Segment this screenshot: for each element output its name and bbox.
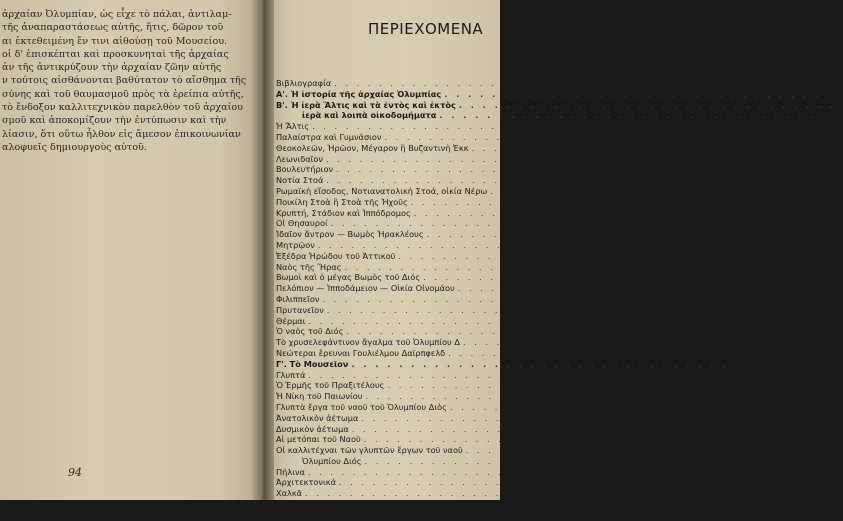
toc-leader-dots: . . . . . . . . . . . . . . . . . . . . . . . . . . . . . . . . <box>387 380 741 391</box>
toc-entry <box>276 131 738 143</box>
toc-entry <box>276 218 684 229</box>
toc-entry <box>276 434 717 445</box>
toc-entry <box>276 185 843 197</box>
toc-leader-dots: . . . . . . . . . . . . . . . . . . . . . . . . . . . . . . . . <box>308 369 662 380</box>
toc-entry-label: Κρυπτή, Στάδιον καὶ Ἱππόδρομος <box>276 207 411 218</box>
toc-entry-label: Θέρμαι <box>276 315 306 326</box>
toc-entry <box>276 499 721 510</box>
toc-leader-dots: . . . . . . . . . . . . . . . . . . . . . . . . . . . . . . . . <box>346 326 700 337</box>
toc-entry <box>276 358 729 370</box>
toc-entry-label: Ρωμαϊκὴ εἴσοδος, Νοτιανατολικὴ Στοά, οἰκία Νέρω <box>276 185 488 196</box>
toc-entry <box>276 412 715 424</box>
toc-entry-label: Ἰδαῖον ἄντρον — Βωμὸς Ἡρακλέους <box>276 229 424 240</box>
toc-entry <box>276 142 825 154</box>
toc-entry <box>276 272 777 283</box>
toc-leader-dots: . . . . . . . . . . . . . . . . . . . . . . . . . . . . . . . . <box>351 358 729 369</box>
toc-leader-dots: . . . . . . . . . . . . . . . . . . . . . . . . . . . . . . . . <box>439 110 817 121</box>
toc-entry-label: Βουλευτήριον <box>276 164 334 175</box>
text-line: ἀν τῆς ἀντικρύζουν τὴν ἀρχαίαν ζῶην αὐτῆς <box>2 62 222 74</box>
toc-entry <box>276 488 659 499</box>
toc-entry-label: Παλαίστρα καὶ Γυμνάσιον <box>276 131 382 142</box>
toc-leader-dots: . . . . . . . . . . . . . . . . . . . . . . . . . . . . . . . . <box>448 347 802 358</box>
toc-entry <box>276 207 767 219</box>
toc-entry <box>276 423 705 435</box>
toc-leader-dots: . . . . . . . . . . . . . . . . . . . . . . . . . . . . . . . . <box>413 207 767 218</box>
toc-entry <box>276 239 671 251</box>
toc-entry <box>276 326 700 337</box>
toc-leader-dots: . . . . . . . . . . . . . . . . . . . . . . . . . . . . . . . . <box>363 434 717 445</box>
toc-entry <box>276 261 698 273</box>
toc-entry-label: Ἐπίλογος <box>276 509 315 520</box>
toc-leader-dots: . . . . . . . . . . . . . . . . . . . . . . . . . . . . . . . . <box>308 315 662 326</box>
toc-entry <box>276 175 680 186</box>
toc-entry <box>276 78 688 89</box>
toc-entry-label: ἱερὰ καὶ λοιπὰ οἰκοδομήματα <box>302 110 437 121</box>
text-line: ἀρχαίαν Ὀλυμπίαν, ὡς εἶχε τὸ πάλαι, ἀντιλαμ- <box>2 9 232 20</box>
toc-entry-label: Β'. Ἡ ἱερὰ Ἄλτις καὶ τὰ ἐντὸς καὶ ἐκτὸς <box>276 99 456 110</box>
toc-leader-dots: . . . . . . . . . . . . . . . . . . . . . . . . . . . . . . . . <box>365 391 719 402</box>
toc-entry <box>276 88 822 100</box>
toc-entry-label: Βιβλιογραφία <box>276 78 332 88</box>
toc-leader-dots: . . . . . . . . . . . . . . . . . . . . . . . . . . . . . . . . <box>444 88 822 99</box>
text-line: ν τούτοις αἰσθάνονται βαθύτατον τὸ αἴσθημα τῆς <box>2 75 247 87</box>
toc-leader-dots: . . . . . . . . . . . . . . . . . . . . . . . . . . . . . . . . <box>326 175 680 186</box>
toc-entry <box>276 369 662 381</box>
text-line: οἱ δ' ἐπισκέπται καὶ προσκυνηταὶ τῆς ἀρχαίας <box>2 48 229 60</box>
toc-leader-dots: . . . . . . . . . . . . . . . . . . . . . . . . . . . . . . . . <box>312 121 666 132</box>
toc-entry-label: Αἱ μετόπαι τοῦ Ναοῦ <box>276 434 361 445</box>
toc-leader-dots: . . . . . . . . . . . . . . . . . . . . . . . . . . . . . . . . <box>307 466 661 477</box>
toc-entry <box>276 509 671 521</box>
toc-entry <box>276 304 680 316</box>
toc-entry-label: Ὁ λίθος τοῦ Βύβωνος <box>276 499 365 510</box>
toc-entry-label: Γλυπτὰ ἔργα τοῦ ναοῦ τοῦ Ὀλυμπίου Διὸς <box>276 401 447 412</box>
toc-entry-label: Γ'. Τὸ Μουσεῖον <box>276 358 349 369</box>
text-line: λίασιν, ὅτι οὕτω ἦλθον εἰς ἄμεσον ἐπικοινωνίαν <box>2 128 241 140</box>
toc-entry <box>276 477 692 488</box>
toc-entry <box>276 229 780 240</box>
toc-leader-dots: . . . . . . . . . . . . . . . . . . . . . . . . . . . . . . . . <box>463 337 816 348</box>
text-line: τὸ ἔνδοξον καλλιτεχνικὸν παρελθὸν τοῦ ἀρχαίου <box>2 102 243 114</box>
toc-entry-label: Νοτία Στοά <box>276 175 324 186</box>
toc-leader-dots: . . . . . . . . . . . . . . . . . . . . . . . . . . . . . . . . <box>330 218 684 229</box>
toc-entry-label: Νεώτεραι ἔρευναι Γουλιέλμου Δαϊρπφελδ <box>276 347 446 358</box>
toc-leader-dots: . . . . . . . . . . . . . . . . . . . . . . . . . . . . . . . . <box>410 196 764 207</box>
text-line: τῆς ἀναπαραστάσεως αὐτῆς, ἥτις, δῶρον τοῦ <box>2 22 224 34</box>
text-line: σμοῦ καὶ ἀποκομίζουν τὴν ἐντύπωσιν καὶ τὴν <box>2 115 227 127</box>
toc-leader-dots: . . . . . . . . . . . . . . . . . . . . . . . . . . . . . . . . <box>471 142 825 153</box>
toc-entry-label: Λεωνιδαῖον <box>276 153 323 164</box>
toc-leader-dots: . . . . . . . . . . . . . . . . . . . . . . . . . . . . . . . . <box>351 423 705 434</box>
toc-entry-label: Τὸ χρυσελεφάντινον ἄγαλμα τοῦ Ὀλυμπίου Δ <box>276 337 460 348</box>
toc-entry <box>276 250 752 262</box>
toc-leader-dots: . . . . . . . . . . . . . . . . . . . . . . . . . . . . . . . . <box>344 261 698 272</box>
toc-entry-label: Ἀρχιτεκτονικά <box>276 477 336 488</box>
toc-leader-dots: . . . . . . . . . . . . . . . . . . . . . . . . . . . . . . . . <box>398 250 752 261</box>
toc-leader-dots: . . . . . . . . . . . . . . . . . . . . . . . . . . . . . . . . <box>326 304 680 315</box>
toc-leader-dots: . . . . . . . . . . . . . . . . . . . . . . . . . . . . . . . . <box>364 455 718 466</box>
toc-entry <box>276 164 690 175</box>
toc-entry <box>276 466 661 478</box>
toc-leader-dots: . . . . . . . . . . . . . . . . . . . . . . . . . . . . . . . . <box>449 401 803 412</box>
toc-entry-label: Πήλινα <box>276 466 305 477</box>
book-gutter <box>252 0 274 500</box>
page-number: 94 <box>68 466 82 479</box>
toc-leader-dots: . . . . . . . . . . . . . . . . . . . . . . . . . . . . . . . . <box>317 509 671 520</box>
toc-entry <box>276 391 719 402</box>
toc-entry <box>276 401 803 413</box>
toc-entry-label: Ποικίλη Στοὰ ἢ Στοὰ τῆς Ἠχοῦς <box>276 196 408 207</box>
toc-entry <box>276 283 811 294</box>
toc-entry <box>276 445 819 456</box>
toc-leader-dots: . . . . . . . . . . . . . . . . . . . . . . . . . . . . . . . . <box>490 185 843 196</box>
toc-entry-label: Ἀνατολικὸν ἀέτωμα <box>276 412 359 423</box>
toc-entry-label: Φιλιππεῖον <box>276 293 320 304</box>
toc-entry-label: Ἡ Νίκη τοῦ Παιωνίου <box>276 391 363 402</box>
toc-leader-dots: . . . . . . . . . . . . . . . . . . . . . . . . . . . . . . . . <box>322 293 676 304</box>
toc-leader-dots: . . . . . . . . . . . . . . . . . . . . . . . . . . . . . . . . <box>326 153 679 164</box>
left-page <box>0 0 258 500</box>
toc-entry-label: Θεοκολεῶν, Ἡρῶον, Μέγαρον ἢ Βυζαντινὴ Ἐκκ <box>276 142 469 153</box>
toc-leader-dots: . . . . . . . . . . . . . . . . . . . . . . . . . . . . . . . . <box>465 445 819 456</box>
toc-entry <box>276 110 817 121</box>
toc-entry <box>276 293 676 305</box>
toc-leader-dots: . . . . . . . . . . . . . . . . . . . . . . . . . . . . . . . . <box>426 229 780 240</box>
toc-leader-dots: . . . . . . . . . . . . . . . . . . . . . . . . . . . . . . . . <box>367 499 721 510</box>
toc-entry-label: Πρυτανεῖον <box>276 304 324 315</box>
toc-entry <box>276 121 666 132</box>
toc-title: ΠΕΡΙΕΧΟΜΕΝΑ <box>368 20 484 38</box>
toc-entry-label: Ὁ ναὸς τοῦ Διός <box>276 326 344 337</box>
toc-leader-dots: . . . . . . . . . . . . . . . . . . . . . . . . . . . . . . . . <box>384 131 738 142</box>
toc-leader-dots: . . . . . . . . . . . . . . . . . . . . . . . . . . . . . . . . <box>336 164 690 175</box>
toc-entry <box>276 99 836 111</box>
toc-entry-label: Ὀλυμπίου Διός <box>302 455 362 466</box>
toc-entry <box>276 455 718 467</box>
toc-entry-label: Μητρῷον <box>276 239 315 250</box>
toc-leader-dots: . . . . . . . . . . . . . . . . . . . . . . . . . . . . . . . . <box>361 412 715 423</box>
toc-entry-label: Χαλκᾶ <box>276 488 303 499</box>
toc-leader-dots: . . . . . . . . . . . . . . . . . . . . . . . . . . . . . . . . <box>423 272 777 283</box>
toc-entry <box>276 347 802 359</box>
toc-entry <box>276 380 741 391</box>
toc-leader-dots: . . . . . . . . . . . . . . . . . . . . . . . . . . . . . . . . <box>317 239 671 250</box>
toc-entry-label: Γλυπτά <box>276 369 306 380</box>
toc-entry <box>276 315 662 327</box>
text-line: αλοφυεῖς δημιουργοὺς αὐτοῦ. <box>2 141 147 153</box>
text-line: αι ἐκτεθειμένη ἔν τινι αἰθούσῃ τοῦ Μουσείου. <box>2 35 228 47</box>
toc-leader-dots: . . . . . . . . . . . . . . . . . . . . . . . . . . . . . . . . <box>458 99 836 110</box>
toc-entry <box>276 153 679 165</box>
toc-entry-label: Ὁ Ἑρμῆς τοῦ Πραξιτέλους <box>276 380 385 391</box>
toc-entry-label: Ναὸς τῆς Ἥρας <box>276 261 342 272</box>
toc-leader-dots: . . . . . . . . . . . . . . . . . . . . . . . . . . . . . . . . <box>334 78 688 88</box>
toc-entry-label: Α'. Ἡ ἱστορία τῆς ἀρχαίας Ὀλυμπίας <box>276 88 442 99</box>
table-of-contents <box>276 78 843 521</box>
toc-entry-label: Ἡ Ἄλτις <box>276 121 310 132</box>
toc-entry-label: Πελόπιον — Ἱπποδάμειον — Οἰκία Οἰνομάου <box>276 283 455 294</box>
toc-leader-dots: . . . . . . . . . . . . . . . . . . . . . . . . . . . . . . . . <box>305 488 659 499</box>
toc-entry-label: Βωμοὶ καὶ ὁ μέγας Βωμὸς τοῦ Διός <box>276 272 421 283</box>
toc-entry-label: Οἱ Θησαυροί <box>276 218 328 229</box>
toc-entry-label: Οἱ καλλιτέχναι τῶν γλυπτῶν ἔργων τοῦ ναοῦ <box>276 445 463 456</box>
toc-entry <box>276 196 764 208</box>
toc-entry-label: Δυσμικὸν ἀέτωμα <box>276 423 349 434</box>
text-line: σύνης καὶ τοῦ θαυμασμοῦ πρὸς τὰ ἐρείπια αὐτῆς, <box>2 88 244 100</box>
toc-leader-dots: . . . . . . . . . . . . . . . . . . . . . . . . . . . . . . . . <box>338 477 692 488</box>
toc-leader-dots: . . . . . . . . . . . . . . . . . . . . . . . . . . . . . . . . <box>457 283 811 294</box>
left-page-body <box>2 8 248 154</box>
toc-entry-label: Ἐξέδρα Ἡρώδου τοῦ Ἀττικοῦ <box>276 250 396 261</box>
toc-entry <box>276 337 816 348</box>
